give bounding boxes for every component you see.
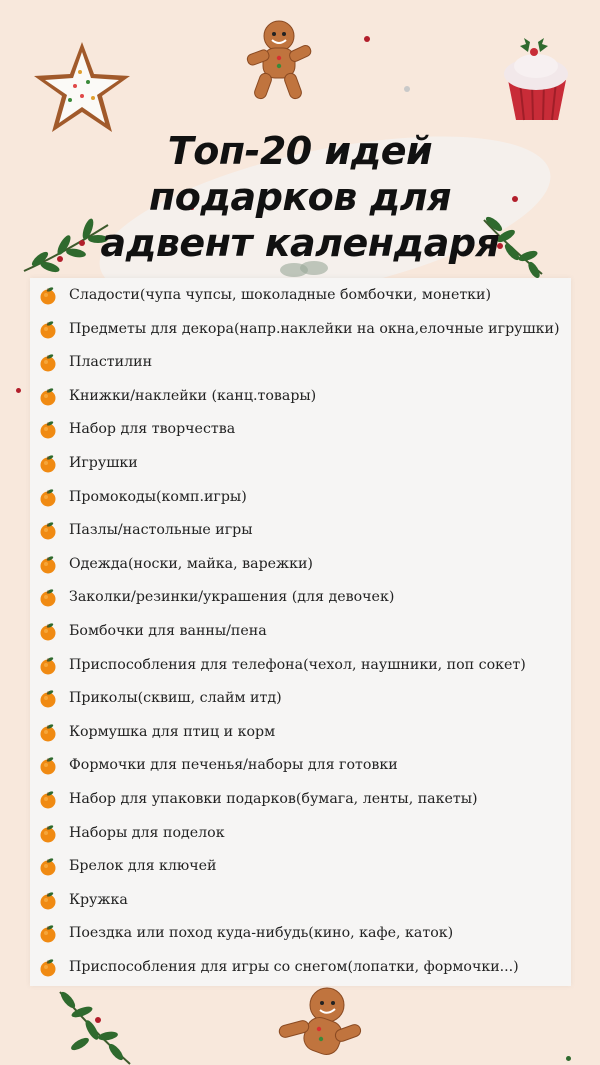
list-item-label: Одежда(носки, майка, варежки) — [69, 555, 313, 572]
list-item-label: Кормушка для птиц и корм — [69, 723, 276, 740]
list-item-label: Приспособления для игры со снегом(лопатки, формочки...) — [69, 959, 519, 975]
decor-dot — [16, 388, 21, 393]
tangerine-icon — [38, 454, 58, 474]
list-item — [30, 280, 571, 313]
decor-dot — [404, 86, 410, 92]
list-item-label: Предметы для декора(напр.наклейки на окна,елочные игрушки) — [69, 320, 560, 337]
tangerine-icon — [38, 622, 58, 642]
tangerine-icon — [38, 420, 58, 440]
tangerine-icon — [38, 656, 58, 676]
list-item-label: Бомбочки для ванны/пена — [69, 623, 267, 639]
tangerine-icon — [38, 824, 58, 844]
tangerine-icon — [38, 924, 58, 944]
list-item — [30, 448, 571, 481]
list-item-label: Кружка — [69, 891, 128, 908]
tangerine-icon — [38, 857, 58, 877]
tangerine-icon — [38, 387, 58, 407]
list-item — [30, 414, 571, 447]
list-item — [30, 616, 571, 649]
list-item-label: Брелок для ключей — [69, 858, 217, 875]
list-item — [30, 717, 571, 750]
tangerine-icon — [38, 723, 58, 743]
decor-dot — [364, 36, 370, 42]
tangerine-icon — [38, 521, 58, 541]
list-item — [30, 952, 571, 985]
gingerbread-man-icon — [243, 18, 315, 104]
ideas-card — [30, 278, 571, 986]
list-item — [30, 885, 571, 918]
list-item-label: Наборы для поделок — [69, 824, 225, 841]
list-item-label: Заколки/резинки/украшения (для девочек) — [69, 589, 395, 606]
list-item — [30, 650, 571, 683]
list-item — [30, 314, 571, 347]
tangerine-icon — [38, 555, 58, 575]
tangerine-icon — [38, 320, 58, 340]
list-item — [30, 818, 571, 851]
list-item-label: Набор для творчества — [69, 421, 236, 438]
cupcake-icon — [500, 36, 572, 126]
tangerine-icon — [38, 891, 58, 911]
holly-branch-icon — [50, 988, 138, 1065]
list-item — [30, 381, 571, 414]
tangerine-icon — [38, 689, 58, 709]
tangerine-icon — [38, 353, 58, 373]
list-item-label: Пластилин — [69, 354, 153, 371]
list-item — [30, 582, 571, 615]
list-item-label: Поездка или поход куда-нибудь(кино, кафе, каток) — [69, 925, 454, 942]
list-item — [30, 549, 571, 582]
list-item-label: Приспособления для телефона(чехол, наушники, поп сокет) — [69, 656, 526, 673]
list-item-label: Набор для упаковки подарков(бумага, ленты, пакеты) — [69, 791, 478, 807]
decor-dot — [566, 1056, 571, 1061]
title-line: подарков для — [149, 175, 451, 219]
page-title — [0, 128, 600, 266]
list-item — [30, 515, 571, 548]
list-item-label: Промокоды(комп.игры) — [69, 488, 247, 505]
list-item-label: Приколы(сквиш, слайм итд) — [69, 690, 282, 707]
list-item — [30, 750, 571, 783]
list-item-label: Игрушки — [69, 455, 138, 471]
list-item — [30, 683, 571, 716]
list-item — [30, 482, 571, 515]
tangerine-icon — [38, 756, 58, 776]
title-line: Топ-20 идей — [167, 129, 433, 173]
list-item — [30, 347, 571, 380]
list-item-label: Сладости(чупа чупсы, шоколадные бомбочки, монетки) — [69, 287, 492, 303]
star-cookie-icon — [30, 38, 135, 138]
list-item-label: Формочки для печенья/наборы для готовки — [69, 757, 398, 774]
gingerbread-man-icon — [275, 985, 363, 1065]
tangerine-icon — [38, 588, 58, 608]
list-item — [30, 851, 571, 884]
tangerine-icon — [38, 958, 58, 978]
list-item-label: Пазлы/настольные игры — [69, 522, 253, 539]
tangerine-icon — [38, 286, 58, 306]
list-item — [30, 918, 571, 951]
list-item — [30, 784, 571, 817]
tangerine-icon — [38, 488, 58, 508]
list-item-label: Книжки/наклейки (канц.товары) — [69, 387, 317, 404]
title-line: адвент календаря — [100, 221, 500, 265]
tangerine-icon — [38, 790, 58, 810]
